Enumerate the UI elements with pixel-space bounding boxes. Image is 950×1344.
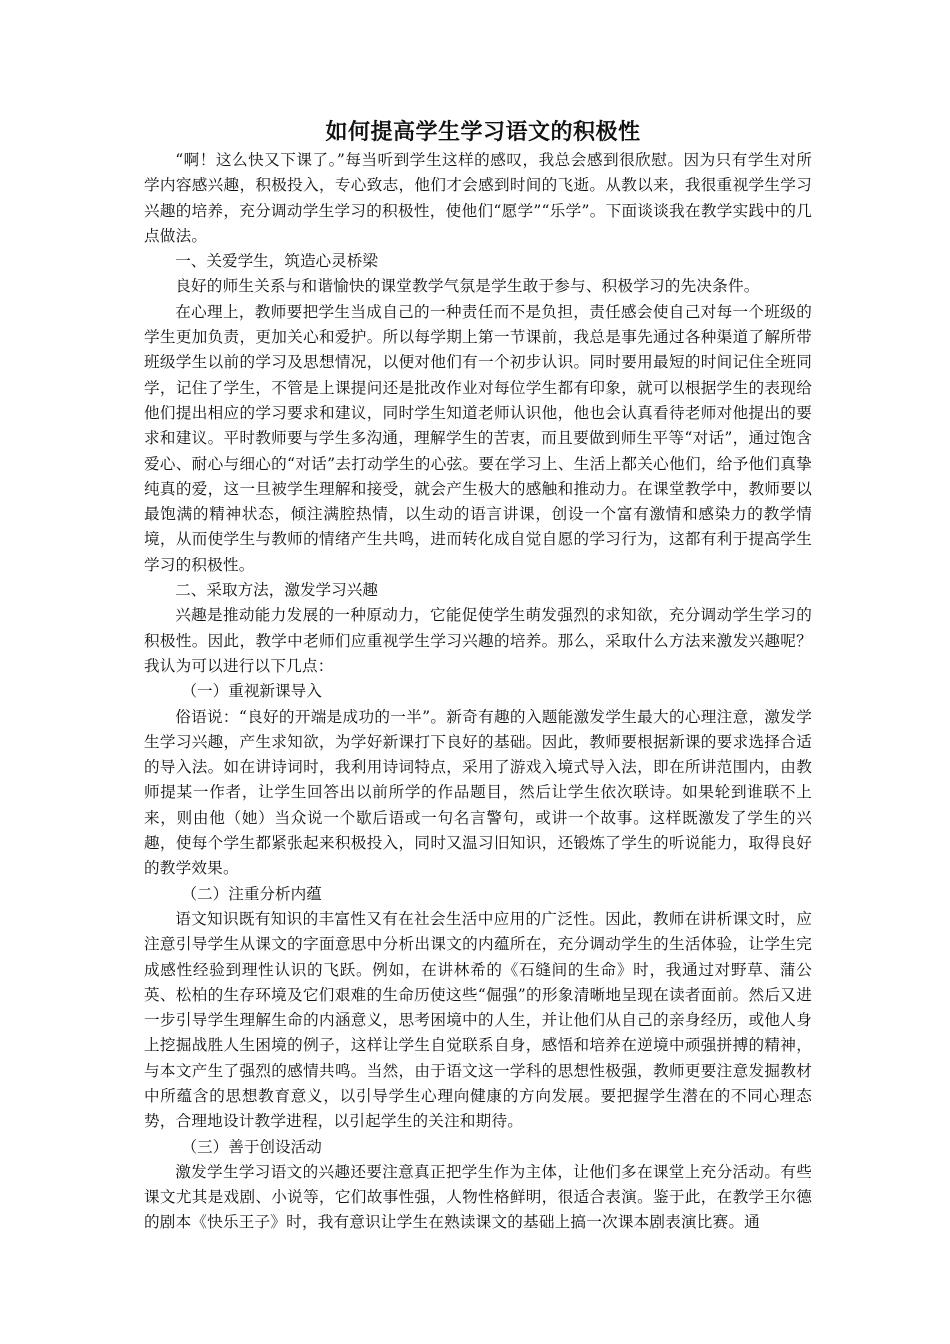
paragraph: 语文知识既有知识的丰富性又有在社会生活中应用的广泛性。因此，教师在讲析课文时，应注意引导学生从课文的字面意思中分析出课文的内蕴所在，充分调动学生的生活体验，让学生完成感性经验到理性认识的飞跃。例如，在讲林希的《石缝间的生命》时，我通过对野草、蒲公英、松柏的生存环境及它们艰难的生命历使这些“倔强”的形象清晰地呈现在读者面前。然后又进一步引导学生理解生命的内涵意义，思考困境中的人生，并让他们从自己的亲身经历，或他人身上挖掘战胜人生困境的例子，这样让学生自觉联系自身，感悟和培养在逆境中顽强拼搏的精神，与本文产生了强烈的感情共鸣。当然，由于语文这一学科的思想性极强，教师更要注意发掘教材中所蕴含的思想教育意义，以引导学生心理向健康的方向发展。要把握学生潜在的不同心理态势，合理地设计教学进程，以引起学生的关注和期待。 xyxy=(144,909,812,1131)
paragraph: 激发学生学习语文的兴趣还要注意真正把学生作为主体，让他们多在课堂上充分活动。有些课文尤其是戏剧、小说等，它们故事性强，人物性格鲜明，很适合表演。鉴于此，在教学王尔德的剧本《快乐王子》时，我有意识让学生在熟读课文的基础上搞一次课本剧表演比赛。通 xyxy=(144,1162,812,1232)
document-body xyxy=(144,148,812,1236)
section-heading: 二、采取方法，激发学习兴趣 xyxy=(175,581,378,600)
document-page xyxy=(144,118,812,1236)
paragraph: 俗语说：“良好的开端是成功的一半”。新奇有趣的入题能激发学生最大的心理注意，激发学生学习兴趣，产生求知欲，为学好新课打下良好的基础。因此，教师要根据新课的要求选择合适的导入法。如在讲诗词时，我利用诗词特点，采用了游戏入境式导入法，即在所讲范围内，由教师提某一作者，让学生回答出以前所学的作品题目，然后让学生依次联诗。如果轮到谁联不上来，则由他（她）当众说一个歇后语或一句名言警句，或讲一个故事。这样既激发了学生的兴趣，使每个学生都紧张起来积极投入，同时又温习旧知识，还锻炼了学生的听说能力，取得良好的教学效果。 xyxy=(144,707,812,878)
section-heading: 一、关爱学生，筑造心灵桥梁 xyxy=(175,252,378,271)
paragraph: 良好的师生关系与和谐愉快的课堂教学气氛是学生敢于参与、积极学习的先决条件。 xyxy=(175,277,760,296)
subsection-heading: （一）重视新课导入 xyxy=(181,682,322,701)
paragraph: “啊！这么快又下课了。”每当听到学生这样的感叹，我总会感到很欣慰。因为只有学生对所学内容感兴趣，积极投入，专心致志，他们才会感到时间的飞逝。从教以来，我很重视学生学习兴趣的培养，充分调动学生学习的积极性，使他们“愿学”“乐学”。下面谈谈我在教学实践中的几点做法。 xyxy=(144,151,812,245)
paragraph: 兴趣是推动能力发展的一种原动力，它能促使学生萌发强烈的求知欲，充分调动学生学习的积极性。因此，教学中老师们应重视学生学习兴趣的培养。那么，采取什么方法来激发兴趣呢？我认为可以进行以下几点： xyxy=(144,606,812,675)
document-title: 如何提高学生学习语文的积极性 xyxy=(325,120,641,145)
subsection-heading: （二）注重分析内蕴 xyxy=(181,884,322,903)
paragraph: 在心理上，教师要把学生当成自己的一种责任而不是负担，责任感会使自己对每一个班级的学生更加负责，更加关心和爱护。所以每学期上第一节课前，我总是事先通过各种渠道了解所带班级学生以前的学习及思想情况，以便对他们有一个初步认识。同时要用最短的时间记住全班同学，记住了学生，不管是上课提问还是批改作业对每位学生都有印象，就可以根据学生的表现给他们提出相应的学习要求和建议，同时学生知道老师认识他，他也会认真看待老师对他提出的要求和建议。平时教师要与学生多沟通，理解学生的苦衷，而且要做到师生平等“对话”，通过饱含爱心、耐心与细心的“对话”去打动学生的心弦。要在学习上、生活上都关心他们，给予他们真挚纯真的爱，这一旦被学生理解和接受，就会产生极大的感触和推动力。在课堂教学中，教师要以最饱满的精神状态，倾注满腔热情，以生动的语言讲课，创设一个富有激情和感染力的教学情境，从而使学生与教师的情绪产生共鸣，进而转化成自觉自愿的学习行为，这都有利于提高学生学习的积极性。 xyxy=(144,302,812,574)
subsection-heading: （三）善于创设活动 xyxy=(181,1137,322,1156)
